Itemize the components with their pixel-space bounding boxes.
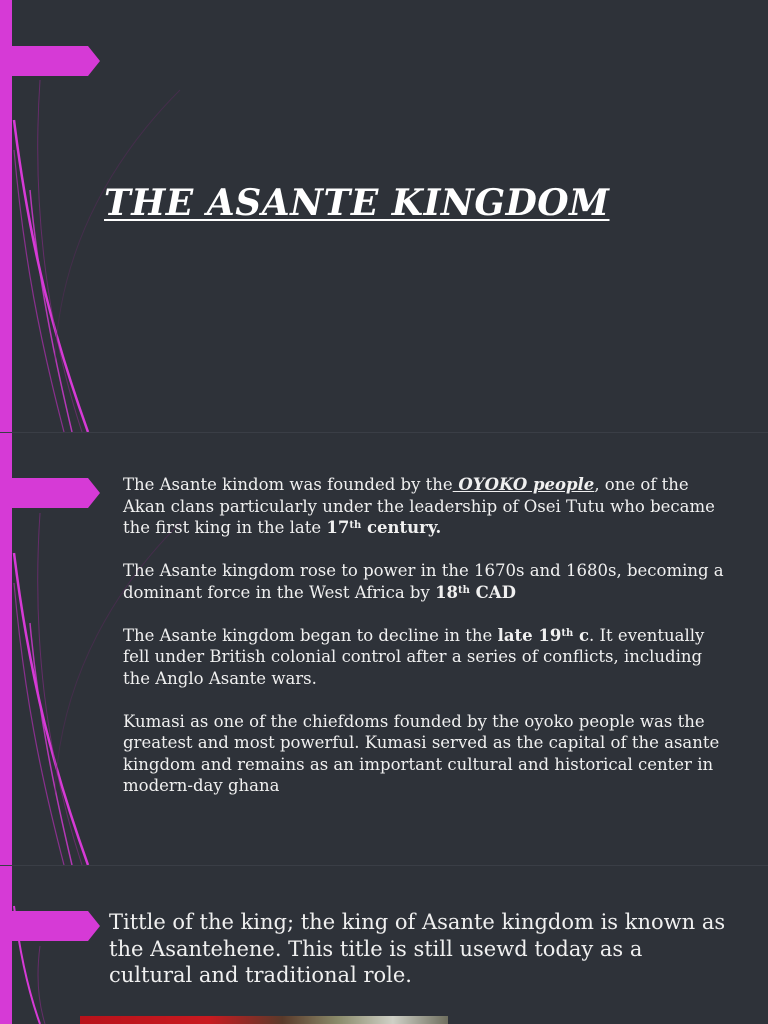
- text-segment: , one of the Akan clans particularly under the leadership of Osei Tutu who became the first king in the late: [123, 475, 715, 537]
- king-title-text: Tittle of the king; the king of Asante kingdom is known as the Asantehene. This title is still usewd today as a cultural and traditional role.: [109, 910, 726, 987]
- paragraph-decline: [123, 625, 733, 690]
- king-photo: [80, 1016, 448, 1024]
- accent-bar: [0, 866, 12, 1024]
- text-segment: 17: [326, 518, 350, 537]
- text-segment: c: [573, 625, 590, 645]
- superscript: th: [349, 520, 362, 531]
- text-segment: century.: [361, 518, 442, 537]
- text-segment: The Asante kindom was founded by the: [123, 475, 453, 494]
- paragraph-rise: [123, 560, 733, 603]
- accent-arrow: [0, 46, 100, 76]
- text-segment: 18: [435, 582, 459, 602]
- title-slide: [0, 0, 768, 432]
- superscript: th: [458, 584, 470, 596]
- text-segment: The Asante kingdom began to decline in the: [123, 625, 498, 645]
- history-text: [123, 474, 733, 818]
- bold-century: [498, 626, 589, 645]
- text-segment: . It eventually fell under British colonial control after a series of conflicts, including the Anglo Asante wars.: [123, 625, 705, 688]
- page-title: THE ASANTE KINGDOM: [104, 182, 610, 224]
- king-slide: [0, 866, 768, 1024]
- bold-century: [326, 518, 441, 537]
- paragraph-kumasi: Kumasi as one of the chiefdoms founded by the oyoko people was the greatest and most powerful. Kumasi served as the capital of the asante kingdom and remains as an important cultural and historical center in modern-day ghana: [123, 711, 720, 795]
- accent-arrow: [0, 911, 100, 941]
- paragraph-founding: [123, 474, 733, 539]
- superscript: th: [561, 627, 574, 639]
- history-slide: [0, 433, 768, 865]
- oyoko-people-link[interactable]: OYOKO people: [452, 475, 595, 494]
- accent-arrow: [0, 478, 100, 508]
- bold-century: [435, 583, 516, 602]
- text-segment: late 19: [497, 625, 562, 645]
- text-segment: CAD: [469, 582, 516, 602]
- text-segment: The Asante kingdom rose to power in the 1670s and 1680s, becoming a dominant force in the West Africa by: [123, 561, 724, 602]
